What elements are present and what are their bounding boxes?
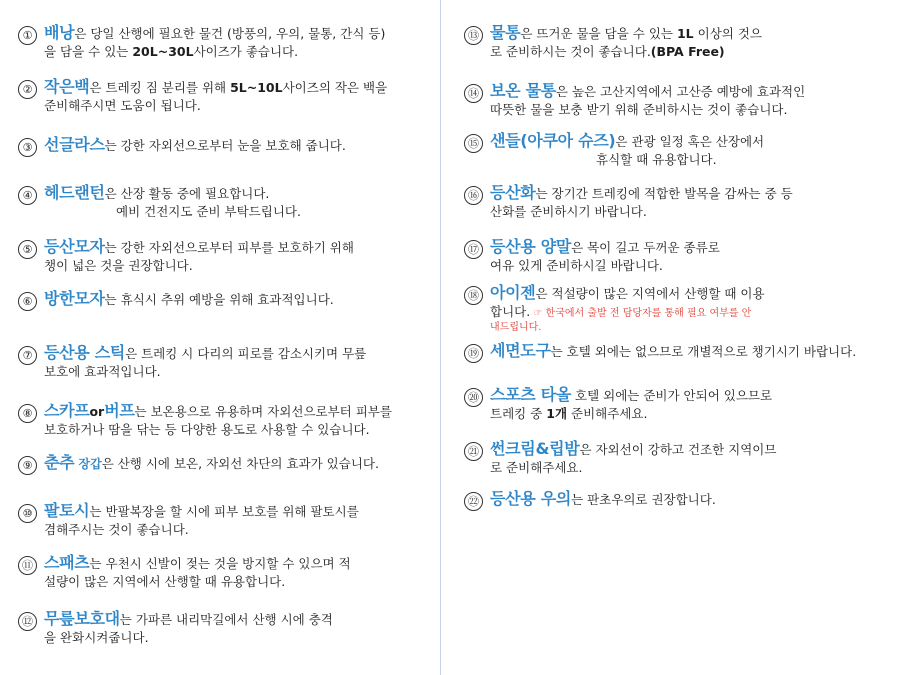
item-number: ㉒ (464, 492, 483, 511)
item-desc: 사이즈가 좋습니다. (193, 44, 299, 59)
item-number: ⑤ (18, 240, 37, 259)
item-number: ⑱ (464, 286, 483, 305)
item-desc: 여유 있게 준비하시길 바랍니다. (490, 258, 663, 273)
item-term: 스패츠 (44, 553, 90, 572)
item-desc: 는 가파른 내리막길에서 산행 시에 충격 (119, 612, 333, 627)
item-desc-bold: (BPA Free) (650, 44, 725, 59)
item-number: ⑳ (464, 388, 483, 407)
item-number: ⑥ (18, 292, 37, 311)
item-desc: 은 적설량이 많은 지역에서 산행할 때 이용 (535, 286, 765, 301)
item-desc-bold: 5L~10L (230, 80, 283, 95)
item-desc: 준비해주세요. (567, 406, 648, 421)
item-term: 스카프 (44, 401, 90, 420)
item-desc: 는 반팔복장을 할 시에 피부 보호를 위해 팔토시를 (89, 504, 359, 519)
item-term: 스포츠 타올 (490, 385, 572, 404)
item-desc: 는 호텔 외에는 없으므로 개별적으로 챙기시기 바랍니다. (550, 344, 857, 359)
item-term: 무릎보호대 (44, 609, 120, 628)
item-desc: 트레킹 중 (490, 406, 547, 421)
item-term: 방한모자 (44, 289, 105, 308)
item-number: ③ (18, 138, 37, 157)
item-desc: 은 트레킹 시 다리의 피로를 감소시키며 무릎 (125, 346, 367, 361)
item-number: ⑯ (464, 186, 483, 205)
item-desc: 은 높은 고산지역에서 고산증 예방에 효과적인 (555, 84, 806, 99)
item-number: ⑫ (18, 612, 37, 631)
item-desc: 는 판초우의로 권장합니다. (571, 492, 716, 507)
item-desc: 은 산행 시에 보온, 자외선 차단의 효과가 있습니다. (101, 456, 379, 471)
item-number: ⑧ (18, 404, 37, 423)
item-term: 작은백 (44, 77, 90, 96)
item-term: 아이젠 (490, 283, 536, 302)
item-desc: 합니다. (490, 304, 531, 319)
item-desc: 을 완화시켜줍니다. (44, 630, 149, 645)
item-desc: 따뜻한 물을 보충 받기 위해 준비하시는 것이 좋습니다. (490, 102, 788, 117)
item-desc: 는 우천시 신발이 젖는 것을 방지할 수 있으며 적 (89, 556, 351, 571)
item-desc: 은 당일 산행에 필요한 물건 (방풍의, 우의, 물통, 간식 등) (74, 26, 386, 41)
item-number: ⑰ (464, 240, 483, 259)
item-desc: 준비해주시면 도움이 됩니다. (44, 98, 201, 113)
item-desc-bold: 20L~30L (132, 44, 194, 59)
item-note: 한국에서 출발 전 담당자를 통해 필요 여부를 안 (542, 308, 752, 319)
item-number: ㉑ (464, 442, 483, 461)
item-desc: 은 관광 일정 혹은 산장에서 (615, 134, 765, 149)
item-number: ① (18, 26, 37, 45)
item-term: 등산용 양말 (490, 237, 572, 256)
item-term-suffix: 장갑 (74, 457, 102, 471)
item-number: ⑲ (464, 344, 483, 363)
item-desc: 로 준비하시는 것이 좋습니다. (490, 44, 651, 59)
item-number: ⑭ (464, 84, 483, 103)
item-desc: 은 트레킹 짐 분리를 위해 (89, 80, 231, 95)
item-term: 샌들(아쿠아 슈즈) (490, 131, 616, 150)
item-desc: 은 목이 길고 두꺼운 종류로 (571, 240, 720, 255)
item-desc: 은 자외선이 강하고 건조한 지역이므 (579, 442, 777, 457)
pointing-hand-icon: ☞ (530, 308, 543, 319)
item-number: ④ (18, 186, 37, 205)
item-desc: 는 강한 자외선으로부터 눈을 보호해 줍니다. (104, 138, 346, 153)
item-term: 춘추 (44, 453, 75, 472)
item-term: 등산모자 (44, 237, 105, 256)
item-term: 보온 물통 (490, 81, 556, 100)
item-term: 배낭 (44, 23, 75, 42)
item-desc: 는 휴식시 추위 예방을 위해 효과적입니다. (104, 292, 334, 307)
item-desc: 휴식할 때 유용합니다. (596, 152, 717, 167)
item-term: 버프 (104, 401, 135, 420)
item-term: 선글라스 (44, 135, 105, 154)
item-desc: 설량이 많은 지역에서 산행할 때 유용합니다. (44, 574, 286, 589)
item-term: 등산화 (490, 183, 536, 202)
item-desc: 사이즈의 작은 백을 (282, 80, 388, 95)
item-term: 물통 (490, 23, 521, 42)
item-desc: 보호하거나 땀을 닦는 등 다양한 용도로 사용할 수 있습니다. (44, 422, 370, 437)
item-desc: 산화를 준비하시기 바랍니다. (490, 204, 647, 219)
item-desc: 보호에 효과적입니다. (44, 364, 161, 379)
item-desc-bold: 1개 (546, 406, 568, 421)
item-number: ⑨ (18, 456, 37, 475)
item-number: ⑦ (18, 346, 37, 365)
item-term: 등산용 스틱 (44, 343, 126, 362)
item-term: 등산용 우의 (490, 489, 572, 508)
item-desc: 은 산장 활동 중에 필요합니다. (104, 186, 270, 201)
item-desc: 챙이 넓은 것을 권장합니다. (44, 258, 193, 273)
item-desc: 예비 건전지도 준비 부탁드립니다. (116, 204, 301, 219)
item-number: ② (18, 80, 37, 99)
item-term: 헤드랜턴 (44, 183, 105, 202)
item-number: ⑮ (464, 134, 483, 153)
item-desc: 는 장기간 트레킹에 적합한 발목을 감싸는 중 등 (535, 186, 793, 201)
item-desc: 는 보온용으로 유용하며 자외선으로부터 피부를 (134, 404, 392, 419)
item-desc: 는 강한 자외선으로부터 피부를 보호하기 위해 (104, 240, 354, 255)
item-note: 내드립니다. (490, 322, 542, 333)
item-number: ⑩ (18, 504, 37, 523)
item-desc: 겸해주시는 것이 좋습니다. (44, 522, 189, 537)
item-number: ⑬ (464, 26, 483, 45)
item-term: 썬크림&립밤 (490, 439, 580, 458)
item-desc: 로 준비해주세요. (490, 460, 583, 475)
item-desc: 이상의 것으 (693, 26, 762, 41)
column-divider (440, 0, 441, 675)
item-desc: 호텔 외에는 준비가 안되어 있으므로 (571, 388, 773, 403)
item-desc-bold: 1L (676, 26, 694, 41)
item-number: ⑪ (18, 556, 37, 575)
item-term: 세면도구 (490, 341, 551, 360)
item-desc: 은 뜨거운 물을 담을 수 있는 (520, 26, 677, 41)
item-desc: 을 담을 수 있는 (44, 44, 133, 59)
item-term-connector: or (89, 404, 105, 419)
item-term: 팔토시 (44, 501, 90, 520)
